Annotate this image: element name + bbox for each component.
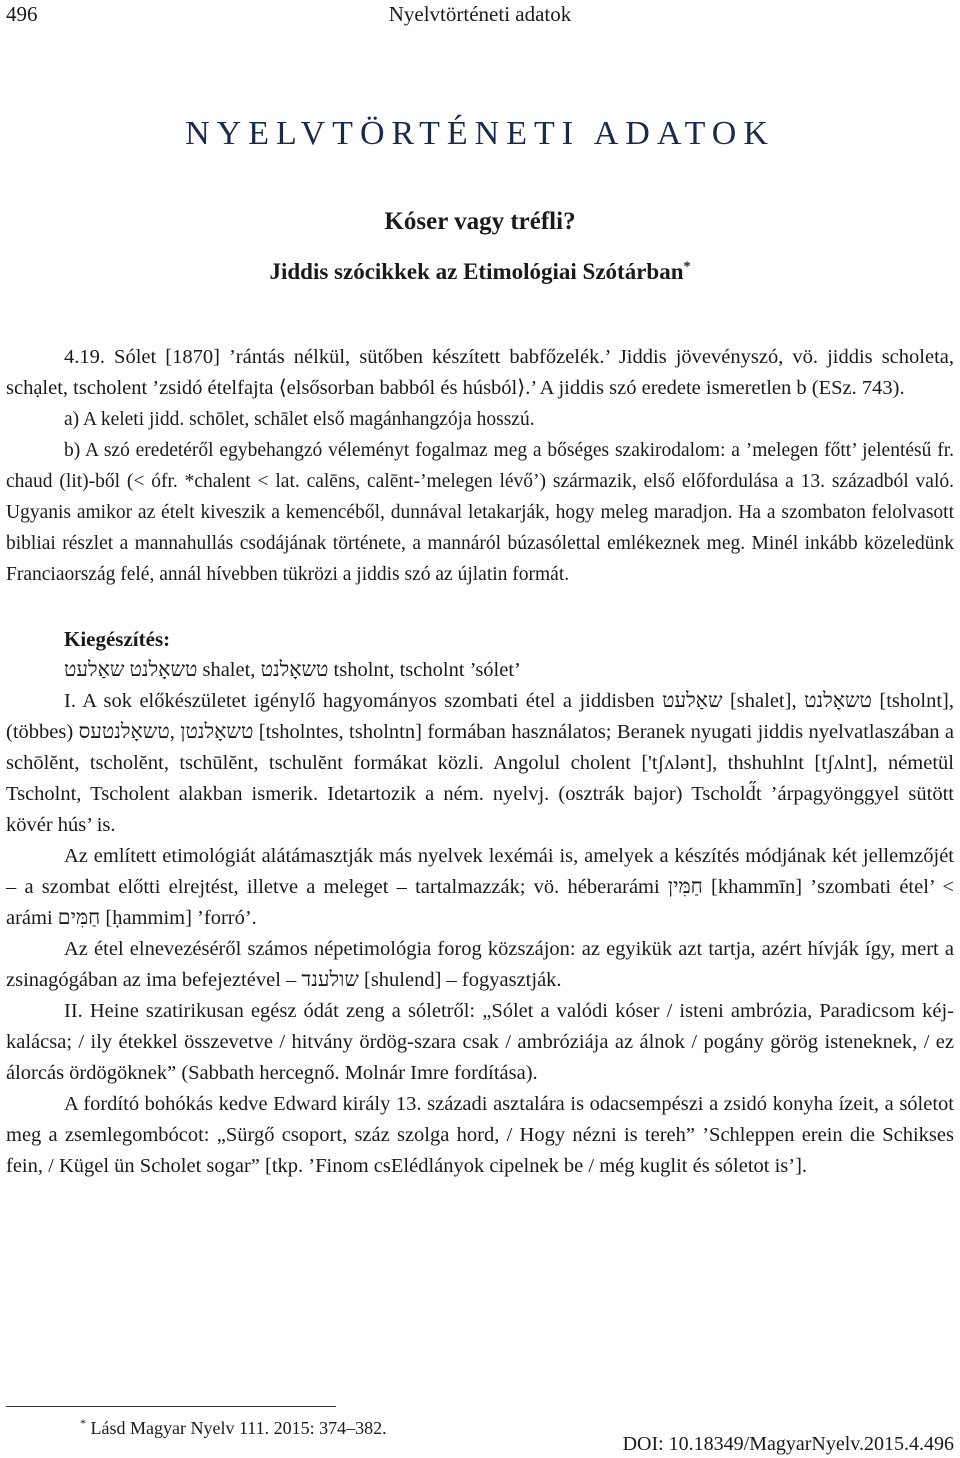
footnote-marker: * — [683, 259, 691, 275]
article-body — [6, 342, 954, 1182]
running-header — [6, 2, 954, 28]
article-subtitle — [0, 259, 960, 285]
footnote — [80, 1416, 387, 1439]
supplement-paragraph: Az említett etimológiát alátámasztják más nyelvek lexémái is, amelyek a készítés módjának két jellemzőjét – a szombat előtti elrejtést, illetve a meleget – tartalmazzák; vö. héberarámi חַמִּין [khammīn] ’szombati étel’ < arámi חַמִּים [ḥammim] ’forró’. — [6, 845, 954, 929]
footnote-marker: * — [80, 1416, 86, 1430]
supplement-paragraph: I. A sok előkészületet igénylő hagyományos szombati étel a jiddisben שאַלעט [shalet], טשאָלנט [tsholnt], (többes) טשאָלנטן ,טשאָלנטעס [tsholntes, tsholntn] formában használatos; Beranek nyugati jiddis nyelvatlaszában a schōlĕnt, tscholĕnt, tschūlĕnt, tschulĕnt formákat közli. Angolul cholent ['tʃʌlənt], thshuhlnt [tʃʌlnt], németül Tscholnt, Tscholent alakban ismerik. Idetartozik a ném. nyelvj. (osztrák bajor) Tschold̋t ’árpagyönggyel sütött kövér hús’ is. — [6, 690, 954, 836]
supplement-paragraph: A fordító bohókás kedve Edward király 13. századi asztalára is odacsempészi a zsidó konyha ízeit, a sóletot meg a zsemlegombócot: „Sürgő csoport, száz szolga hord, / Hogy nézni is tereh” ’Schleppen erein die Schikses fein, / Kügel ün Scholet sogar” [tkp. ’Finom csElédlányok cipelnek be / még kuglit és sóletot is’]. — [6, 1093, 954, 1177]
supplement-headword: טשאָלנט שאַלעט shalet, טשאָלנט tsholnt, tscholnt ’sólet’ — [64, 659, 521, 681]
entry-paragraph-a: a) A keleti jidd. schōlet, schālet első magánhangzója hosszú. — [64, 409, 535, 430]
running-title: Nyelvtörténeti adatok — [388, 2, 572, 26]
supplement-paragraph: II. Heine szatirikusan egész ódát zeng a sóletről: „Sólet a valódi kóser / isteni ambrózia, Paradicsom kéj-kalácsa; / ily étekkel összevetve / hitvány ördög-szara csak / ambróziája az álnok / pogány görög isteneknek, / ez álorcás ördögöknek” (Sabbath hercegnő. Molnár Imre fordítása). — [6, 1000, 954, 1084]
supplement-paragraph: Az étel elnevezéséről számos népetimológia forog közszájon: az egyikük azt tartja, azért hívják így, mert a zsinagógában az ima befejeztével – שולענד [shulend] – fogyasztják. — [6, 938, 954, 991]
article-subtitle-text: Jiddis szócikkek az Etimológiai Szótárban — [269, 259, 684, 284]
entry-paragraph-b: b) A szó eredetéről egybehangzó véleményt fogalmaz meg a bőséges szakirodalom: a ’melegen főtt’ jelentésű fr. chaud (lit)-ből (< ófr. *chalent < lat. calēns, calēnt-’melegen lévő’) származik, első előfordulása a 13. századból való. Ugyanis amikor az ételt kiveszik a kemencéből, dunnával letakarják, hogy meleg maradjon. Ha a szombaton felolvasott bibliai részlet a mannahullás csodájának története, a mannáról búzasólettal emlékeznek meg. Minél inkább közeledünk Franciaország felé, annál hívebben tükrözi a jiddis szó az újlatin formát. — [6, 440, 954, 585]
footnote-divider — [6, 1406, 336, 1407]
supplement-heading: Kiegészítés: — [64, 627, 171, 651]
article-title: Kóser vagy tréfli? — [384, 208, 576, 235]
entry-paragraph: 4.19. Sólet [1870] ’rántás nélkül, sütőben készített babfőzelék.’ Jiddis jövevényszó, vö. jiddis scholeta, schạlet, tscholent ’zsidó ételfajta ⟨elsősorban babból és húsból⟩.’ A jiddis szó eredete ismeretlen b (ESz. 743). — [6, 346, 954, 399]
footnote-text: Lásd Magyar Nyelv 111. 2015: 374–382. — [90, 1418, 387, 1438]
doi[interactable]: DOI: 10.18349/MagyarNyelv.2015.4.496 — [622, 1433, 954, 1455]
page-number: 496 — [6, 2, 38, 26]
section-title: NYELVTÖRTÉNETI ADATOK — [185, 115, 775, 152]
